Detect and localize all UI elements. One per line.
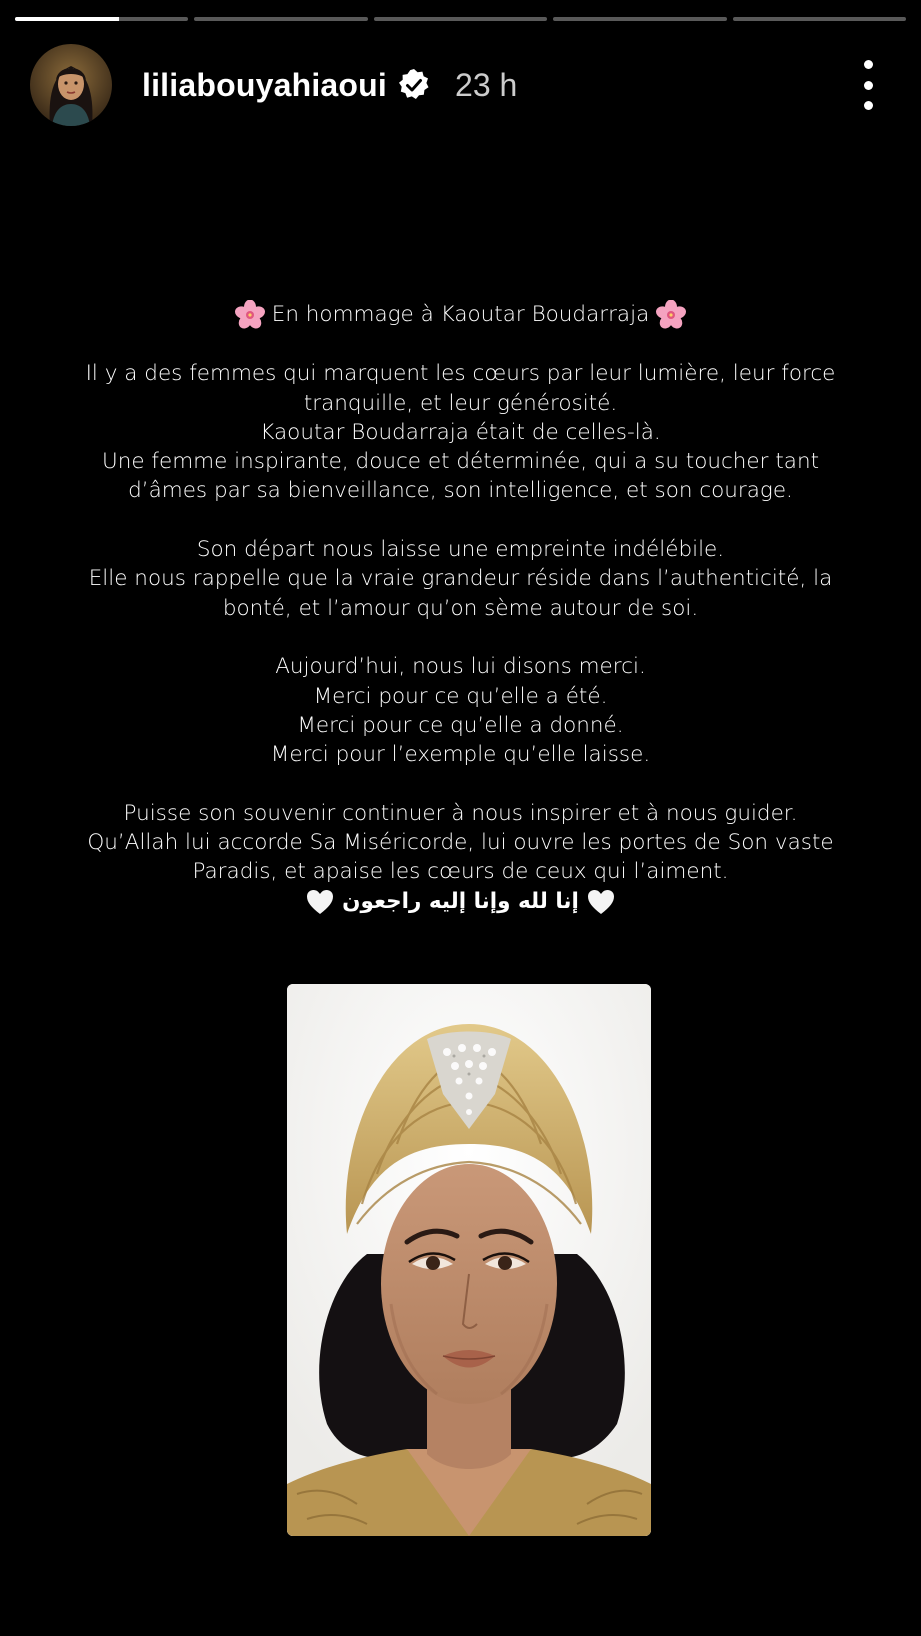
caption-line: Paradis, et apaise les cœurs de ceux qui l’aiment. bbox=[192, 859, 729, 885]
white-heart-icon bbox=[305, 888, 335, 916]
portrait-photo bbox=[287, 984, 651, 1536]
caption-line: bonté, et l’amour qu’on sème autour de soi. bbox=[222, 595, 699, 621]
caption-line: Une femme inspirante, douce et déterminée, qui a su toucher tant bbox=[102, 449, 819, 475]
caption-line: Merci pour l’exemple qu’elle laisse. bbox=[270, 742, 651, 768]
story-progress-bar bbox=[15, 17, 906, 21]
more-vertical-icon bbox=[864, 60, 873, 69]
caption-line: Kaoutar Boudarraja était de celles-là. bbox=[260, 419, 661, 445]
story-progress-segment bbox=[374, 17, 547, 21]
story-progress-segment bbox=[733, 17, 906, 21]
caption-line: Il y a des femmes qui marquent les cœurs par leur lumière, leur force bbox=[85, 361, 836, 387]
caption-title: En hommage à Kaoutar Boudarraja bbox=[271, 302, 650, 327]
story-progress-segment bbox=[553, 17, 726, 21]
caption-line: Son départ nous laisse une empreinte indélébile. bbox=[196, 537, 725, 563]
caption-line: d’âmes par sa bienveillance, son intelligence, et son courage. bbox=[128, 478, 793, 504]
cherry-blossom-icon bbox=[656, 300, 686, 330]
caption-line: tranquille, et leur générosité. bbox=[303, 390, 618, 416]
story-caption bbox=[30, 300, 891, 916]
white-heart-icon bbox=[586, 888, 616, 916]
caption-arabic-line bbox=[30, 887, 891, 916]
story-progress-segment bbox=[194, 17, 367, 21]
caption-line: Merci pour ce qu’elle a donné. bbox=[297, 712, 624, 738]
caption-line: Aujourd’hui, nous lui disons merci. bbox=[275, 654, 646, 680]
story-header bbox=[30, 44, 891, 126]
caption-arabic: إنا لله وإنا إليه راجعون bbox=[342, 888, 579, 914]
caption-line: Merci pour ce qu’elle a été. bbox=[313, 683, 608, 709]
verified-badge-icon bbox=[397, 68, 431, 102]
cherry-blossom-icon bbox=[235, 300, 265, 330]
story-progress-segment bbox=[15, 17, 188, 21]
more-options-button[interactable] bbox=[853, 60, 883, 110]
avatar[interactable] bbox=[30, 44, 112, 126]
caption-line: Qu’Allah lui accorde Sa Miséricorde, lui ouvre les portes de Son vaste bbox=[87, 830, 834, 856]
caption-line: Puisse son souvenir continuer à nous inspirer et à nous guider. bbox=[123, 800, 798, 826]
post-time: 23 h bbox=[455, 66, 518, 103]
caption-line: Elle nous rappelle que la vraie grandeur réside dans l’authenticité, la bbox=[88, 566, 833, 592]
caption-title-line bbox=[30, 300, 891, 330]
story-progress-fill bbox=[15, 17, 119, 21]
username[interactable]: liliabouyahiaoui bbox=[142, 66, 388, 103]
